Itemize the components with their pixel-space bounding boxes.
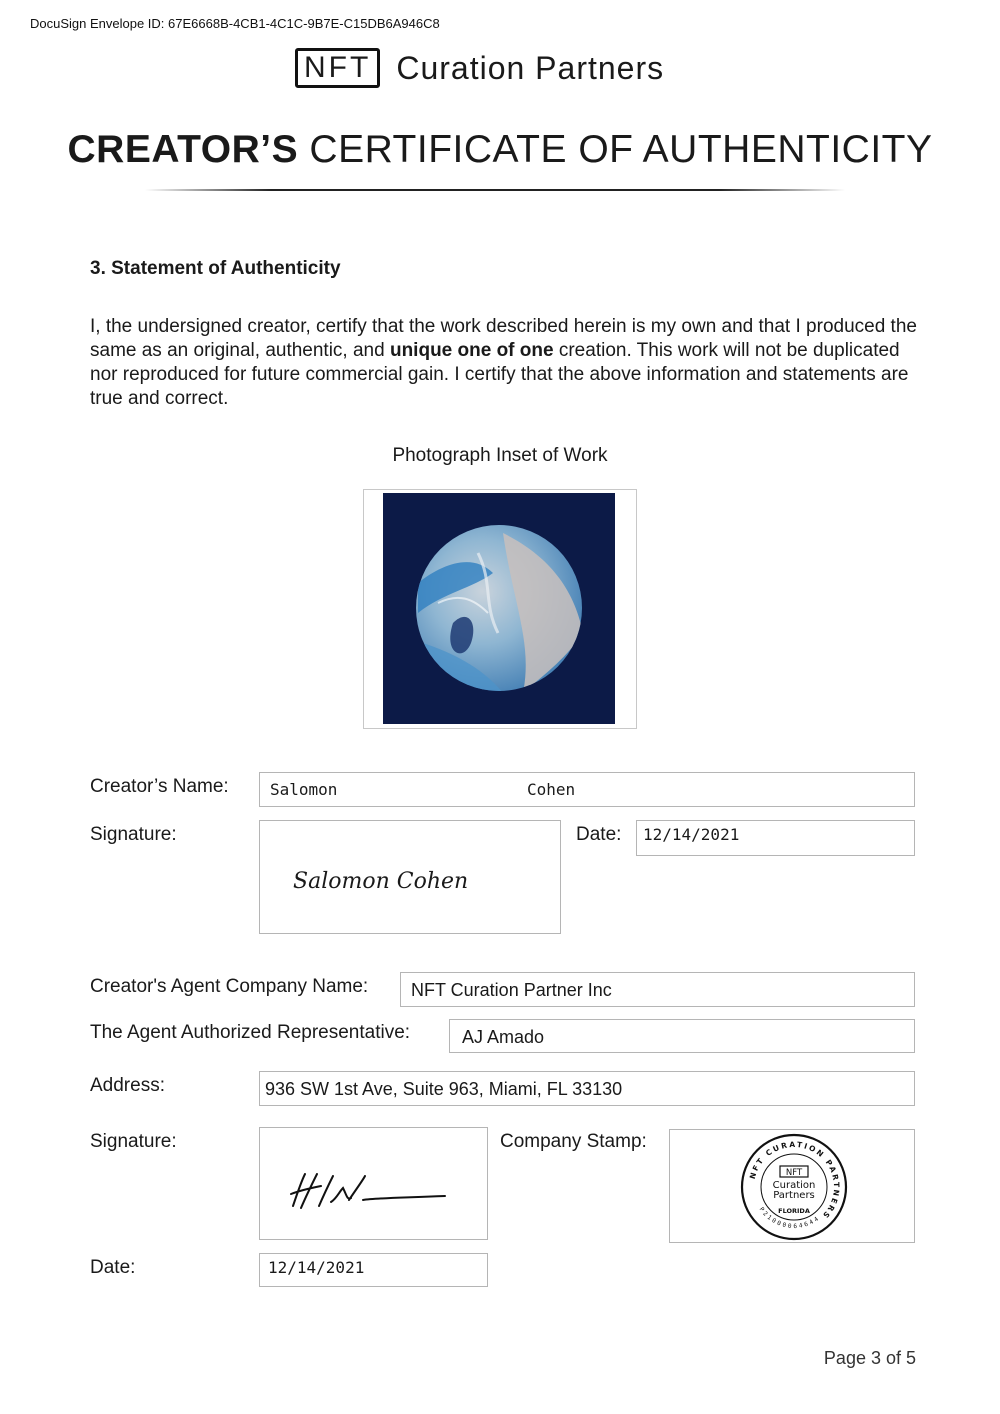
agent-signature-label: Signature: <box>90 1131 177 1152</box>
agent-company-label: Creator's Agent Company Name: <box>90 976 369 997</box>
section-heading: 3. Statement of Authenticity <box>90 258 341 279</box>
company-stamp-seal <box>739 1132 849 1242</box>
page-title <box>0 128 1000 172</box>
title-rest: CERTIFICATE OF AUTHENTICITY <box>298 128 933 171</box>
agent-signature-box[interactable] <box>259 1127 488 1240</box>
agent-rep: AJ Amado <box>462 1027 545 1047</box>
agent-company: NFT Curation Partner Inc <box>411 980 612 1000</box>
creator-name-label: Creator’s Name: <box>90 776 229 797</box>
agent-date-label: Date: <box>90 1257 136 1278</box>
logo-nft-box: NFT <box>295 48 380 88</box>
envelope-id: DocuSign Envelope ID: 67E6668B-4CB1-4C1C-9B7E-C15DB6A946C8 <box>30 16 440 31</box>
statement-text-2: creation. This work will not be duplicated nor reproduced for future commercial gain. I certify that the above information and statements are true and correct. <box>90 340 909 409</box>
address-value: 936 SW 1st Ave, Suite 963, Miami, FL 33130 <box>265 1079 623 1099</box>
statement-paragraph <box>90 315 920 411</box>
creator-last-name: Cohen <box>527 780 576 799</box>
address-label: Address: <box>90 1075 165 1096</box>
stamp-state: FLORIDA <box>778 1207 810 1215</box>
creator-signature-box[interactable] <box>259 820 561 934</box>
stamp-box-text: NFT <box>785 1168 803 1178</box>
agent-rep-field[interactable] <box>449 1019 915 1053</box>
artwork-photo <box>383 493 615 724</box>
statement-text-bold: unique one of one <box>389 340 554 361</box>
agent-rep-label: The Agent Authorized Representative: <box>90 1022 411 1043</box>
statement-text-1: I, the undersigned creator, certify that the work described herein is my own and that I produced the same as an original, authentic, and <box>90 316 917 361</box>
creator-date: 12/14/2021 <box>643 825 740 844</box>
artwork-image <box>383 493 615 724</box>
creator-date-field[interactable] <box>636 820 915 856</box>
stamp-number: P21000064644 <box>757 1206 822 1231</box>
creator-date-label: Date: <box>576 824 622 845</box>
stamp-line-1: Curation <box>772 1180 816 1191</box>
creator-first-name: Salomon <box>270 780 338 799</box>
page-number: Page 3 of 5 <box>823 1348 916 1368</box>
photo-caption: Photograph Inset of Work <box>392 445 608 466</box>
creator-signature-label: Signature: <box>90 824 177 845</box>
company-stamp-label: Company Stamp: <box>500 1131 647 1152</box>
agent-date: 12/14/2021 <box>268 1258 365 1277</box>
creator-name-field[interactable] <box>259 772 915 807</box>
title-bold: CREATOR’S <box>67 128 299 171</box>
stamp-ring-text: NFT CURATION PARTNERS <box>747 1139 842 1222</box>
agent-date-field[interactable] <box>259 1253 488 1287</box>
agent-signature-scribble <box>285 1168 455 1218</box>
creator-signature: Salomon Cohen <box>293 869 469 894</box>
company-logo <box>295 48 664 88</box>
title-divider <box>145 189 845 191</box>
stamp-line-2: Partners <box>773 1190 815 1201</box>
company-stamp-box <box>669 1129 915 1243</box>
logo-name: Curation Partners <box>396 49 665 86</box>
agent-company-field[interactable] <box>400 972 915 1007</box>
address-field[interactable] <box>259 1071 915 1106</box>
